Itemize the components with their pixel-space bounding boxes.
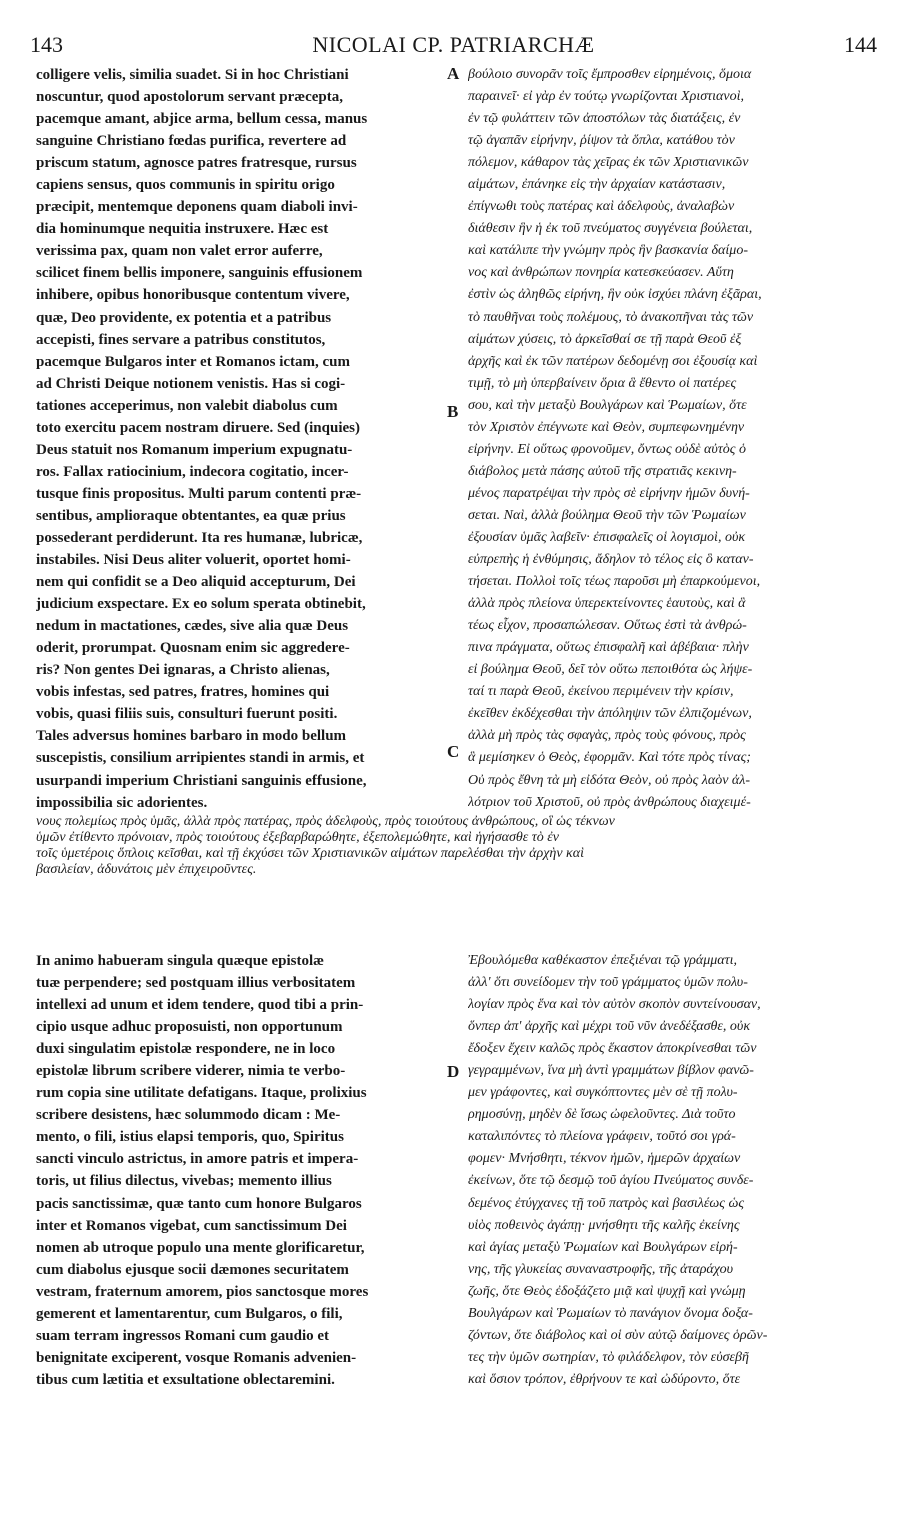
bottom-greek-column [468, 950, 880, 1391]
page-number-left: 143 [30, 32, 63, 57]
greek-text-line: ἐπίγνωθι τοὺς πατέρας καὶ ἀδελφοὺς, ἀναλαβὼν [468, 199, 735, 215]
latin-text-line: cum diabolus ejusque socii dæmones securitatem [36, 1261, 349, 1278]
greek-text-line: ἐξουσίαν ὑμᾶς λαβεῖν· ἐπισφαλεῖς οἱ λογισμοὶ, οὐκ [468, 529, 746, 545]
top-greek-column [468, 64, 880, 814]
running-title: NICOLAI CP. PATRIARCHÆ [312, 32, 595, 57]
greek-text-line: ἔδοξεν ἔχειν καλῶς πρὸς ἕκαστον ἀποκρίνεσθαι τῶν [468, 1041, 757, 1057]
latin-text-line: epistolæ librum scribere viderer, nimia te verbo- [36, 1063, 346, 1080]
greek-text-line: φομεν· Μνήσθητι, τέκνον ἡμῶν, ἡμερῶν ἀρχαίων [468, 1151, 741, 1167]
latin-text-line: quæ, Deo providente, ex potentia et a patribus [36, 309, 332, 326]
latin-text-line: sentibus, amplioraque obtentantes, ea quæ prius [36, 507, 346, 524]
latin-text-line: judicium exspectare. Ex eo solum sperata obtinebit, [36, 596, 366, 613]
latin-text-line: ad Christi Deique notionem venistis. Has si cogi- [36, 375, 346, 392]
latin-text-line: inhibere, opibus honoribusque contentum vivere, [36, 287, 350, 304]
greek-text-line: ἀλλ' ὅτι συνείδομεν τὴν τοῦ γράμματος ὑμῶν πολυ- [468, 975, 748, 991]
latin-text-line: oderit, prorumpat. Quosnam enim sic aggredere- [36, 640, 350, 657]
latin-text-line: gemerent et lamentarentur, cum Bulgaros, o fili, [36, 1305, 343, 1322]
greek-text-line: τοῖς ὑμετέροις ὅπλοις κεῖσθαι, καὶ τῇ ἐκχύσει τῶν Χριστιανικῶν αἱμάτων παρελέσθαι τὴν ἀρχὴν καὶ [36, 846, 584, 861]
greek-text-line: ἀρχῆς καὶ ἐκ τῶν πατέρων δεδομένῃ σοι ἐξουσίᾳ καὶ [468, 353, 758, 369]
latin-text-line: tuæ perpendere; sed postquam illius verbositatem [36, 975, 356, 992]
latin-text-line: tibus cum lætitia et exsultatione oblectaremini. [36, 1371, 335, 1388]
greek-text-line: εἰ βούλημα Θεοῦ, δεῖ τὸν οὕτω πεποιθότα ὡς λήψε- [468, 662, 753, 678]
latin-text-line: tusque finis propositus. Multi parum contenti præ- [36, 485, 362, 502]
greek-text-line: καταλιπόντες τὸ πλείονα γράφειν, τοῦτό σοι γρά- [468, 1129, 736, 1145]
greek-text-line: ταί τι παρὰ Θεοῦ, ἐκείνου περιμένειν τὴν κρίσιν, [468, 684, 734, 700]
greek-text-line: τες τὴν ὑμῶν σωτηρίαν, τὸ φιλάδελφον, τὸν εὐσεβῆ [468, 1349, 749, 1365]
latin-text-line: intellexi ad unum et idem tendere, quod tibi a prin- [36, 997, 364, 1014]
latin-text-line: scilicet finem bellis imponere, sanguinis effusionem [36, 265, 363, 282]
greek-text-line: ζωῆς, ὅτε Θεὸς ἐδοξάζετο μιᾷ καὶ ψυχῇ καὶ γνώμῃ [468, 1283, 746, 1299]
latin-text-line: nem qui confidit se a Deo aliquid accepturum, Dei [36, 574, 356, 591]
greek-text-line: βούλοιο συνορᾶν τοῖς ἔμπροσθεν εἰρημένοις, ὅμοια [468, 67, 752, 82]
latin-text-line: nomen ab utroque populo una mente glorificaretur, [36, 1239, 365, 1256]
latin-text-line: Tales adversus homines barbaro in modo bellum [36, 728, 347, 745]
greek-text-line: καὶ ὅσιον τρόπον, ἐθρήνουν τε καὶ ὠδύροντο, ὅτε [468, 1371, 741, 1387]
greek-text-line: μεν γράφοντες, καὶ συγκόπτοντες μὲν σὲ τῇ πολυ- [468, 1085, 738, 1101]
latin-text-line: pacis sanctissimæ, quæ tanto cum honore Bulgaros [36, 1195, 362, 1212]
latin-text-line: vobis infestas, sed patres, fratres, homines qui [36, 684, 330, 701]
latin-text-line: pacemque amant, abjice arma, bellum cessa, manus [36, 111, 368, 128]
latin-text-line: tationes acceperimus, non valebit diabolus cum [36, 397, 338, 414]
latin-text-line: colligere velis, similia suadet. Si in hoc Christiani [36, 67, 349, 83]
running-header [30, 30, 877, 60]
margin-marker-a: A [447, 64, 460, 83]
greek-text-line: τῷ ἀγαπᾶν εἰρήνην, ῥίψον τὰ ὅπλα, κατάθου τὸν [468, 133, 735, 149]
latin-text-line: priscum statum, agnosce patres fratresque, rursus [36, 155, 357, 172]
greek-text-line: εἰρήνην. Εἰ οὕτως φρονοῦμεν, ὄντως οὐδὲ αὐτὸς ὁ [468, 441, 746, 457]
greek-text-line: δεμένος ἐτύγχανες τῇ τοῦ πατρὸς καὶ βασιλέως ὡς [468, 1195, 745, 1211]
greek-text-line: τὸ παυθῆναι τοὺς πολέμους, τὸ ἀνακοπῆναι τὰς τῶν [468, 309, 754, 325]
greek-text-line: βασιλείαν, ἀδυνάτοις μὲν ἐπιχειροῦντες. [36, 862, 257, 877]
latin-text-line: noscuntur, quod apostolorum servant præcepta, [36, 89, 343, 106]
greek-text-line: εὐπρεπὴς ἡ ἐνθύμησις, ἄδηλον τὸ τέλος εἰς ὃ καταν- [468, 552, 754, 568]
top-latin-column [36, 64, 442, 814]
latin-text-line: usurpandi imperium Christiani sanguinis effusione, [36, 772, 367, 789]
latin-text-line: suscepistis, consilium arripientes standi in armis, et [36, 750, 365, 767]
greek-text-line: τὸν Χριστὸν ἐπέγνωτε καὶ Θεὸν, συμπεφωνημένην [468, 419, 745, 435]
latin-text-line: inter et Romanos vigebat, cum sanctissimum Dei [36, 1217, 347, 1234]
margin-marker-c: C [447, 742, 460, 761]
greek-text-line: τέως εἶχον, προσαπώλεσαν. Οὕτως ἐστὶ τὰ ἀνθρώ- [468, 618, 747, 634]
greek-text-line: ἐκεῖθεν ἐκδέχεσθαι τὴν ἀπόληψιν τῶν ἐλπιζομένων, [468, 706, 752, 722]
page-number-right: 144 [844, 32, 877, 57]
latin-text-line: toto exercitu pacem nostram diruere. Sed (inquies) [36, 419, 360, 436]
latin-text-line: benignitate exciperent, vosque Romanis advenien- [36, 1349, 357, 1366]
greek-text-line: νος καὶ ἀνθρώπων πονηρία κατεσκεύασεν. Αὕτη [468, 265, 734, 281]
latin-text-line: possederant perdiderunt. Ita res humanæ, lubricæ, [36, 529, 363, 546]
latin-text-line: ros. Fallax ratiocinium, indecora cogitatio, incer- [36, 463, 349, 480]
greek-text-line: καὶ ἁγίας μεταξὺ Ῥωμαίων καὶ Βουλγάρων εἰρή- [468, 1239, 738, 1255]
latin-text-line: instabiles. Nisi Deus aliter voluerit, oportet homi- [36, 552, 351, 569]
latin-text-line: impossibilia sic adorientes. [36, 794, 208, 811]
latin-text-line: præcipit, mentemque deponens quam diaboli invi- [36, 199, 358, 216]
latin-text-line: sanguine Christiano fœdas purifica, revertere ad [36, 133, 347, 150]
greek-text-line: διάθεσιν ἣν ἡ ἐκ τοῦ πνεύματος συγγένεια βούλεται, [468, 221, 753, 237]
latin-text-line: vestram, fraternum amorem, pios sanctosque mores [36, 1283, 369, 1300]
greek-text-line: καὶ κατάλιπε τὴν γνώμην πρὸς ἣν βασκανία δαίμο- [468, 243, 748, 259]
margin-marker-b: B [447, 402, 459, 421]
greek-text-line: τήσεται. Πολλοὶ τοῖς τέως παροῦσι μὴ ἐπαρκούμενοι, [468, 574, 761, 590]
greek-text-line: αἱμάτων χύσεις, τὸ ἀρκεῖσθαί σε τῇ παρὰ Θεοῦ ἐξ [468, 331, 742, 347]
greek-text-line: υἱὸς ποθεινὸς ἀγάπῃ· μνήσθητι τῆς καλῆς ἐκείνης [468, 1217, 740, 1233]
greek-text-line: νης, τῆς γλυκείας συναναστροφῆς, τῆς ἀταράχου [468, 1261, 734, 1277]
latin-text-line: accepisti, fines servare a patribus constitutos, [36, 331, 326, 348]
latin-text-line: duxi singulatim epistolæ respondere, ne in loco [36, 1041, 336, 1058]
greek-text-line: σεται. Ναὶ, ἀλλὰ βούλημα Θεοῦ τὴν τῶν Ῥωμαίων [468, 507, 746, 523]
greek-text-line: παραινεῖ· εἰ γὰρ ἐν τούτῳ γνωρίζονται Χριστιανοὶ, [468, 89, 744, 105]
latin-text-line: ris? Non gentes Dei ignaras, a Christo alienas, [36, 662, 330, 679]
greek-text-line: ἐν τῷ φυλάττειν τῶν ἀποστόλων τὰς διατάξεις, ἐν [468, 111, 741, 127]
greek-text-line: Βουλγάρων καὶ Ῥωμαίων τὸ πανάγιον ὄνομα δοξα- [468, 1305, 753, 1321]
greek-text-line: ἐκείνων, ὅτε τῷ δεσμῷ τοῦ ἁγίου Πνεύματος συνδε- [468, 1173, 754, 1189]
latin-text-line: dia hominumque nequitia instruxere. Hæc est [36, 221, 329, 238]
latin-text-line: rum copia sine utilitate defatigans. Itaque, prolixius [36, 1085, 367, 1102]
greek-text-line: διάβολος μετὰ πάσης αὐτοῦ τῆς στρατιᾶς κεκινη- [468, 463, 737, 479]
greek-text-line: πόλεμον, κάθαρον τὰς χεῖρας ἐκ τῶν Χριστιανικῶν [468, 155, 749, 171]
latin-text-line: cipio usque adhuc proposuisti, non opportunum [36, 1019, 343, 1036]
latin-text-line: scribere desistens, hæc solummodo dicam : Me- [36, 1107, 341, 1124]
greek-text-line: πινα πράγματα, οὕτως ἐπισφαλῆ καὶ ἀβέβαια· πλὴν [468, 640, 749, 656]
latin-text-line: verissima pax, quam non valet error auferre, [36, 243, 323, 260]
greek-text-line: ὅνπερ ἀπ' ἀρχῆς καὶ μέχρι τοῦ νῦν ἀνεδέξασθε, οὐκ [468, 1019, 751, 1035]
greek-text-line: λογίαν πρὸς ἕνα καὶ τὸν αὐτὸν σκοπὸν συντείνουσαν, [468, 997, 761, 1013]
full-width-greek-block [36, 814, 880, 878]
greek-text-line: ἐστὶν ὡς ἀληθῶς εἰρήνη, ἣν οὐκ ἰσχύει πλάνη ἐξᾶραι, [468, 287, 762, 303]
greek-text-line: αἱμάτων, ἐπάνηκε εἰς τὴν ἀρχαίαν κατάστασιν, [468, 177, 726, 193]
margin-marker-d: D [447, 1062, 460, 1081]
latin-text-line: mento, o fili, istius elapsi temporis, quo, Spiritus [36, 1129, 344, 1146]
greek-text-line: ἀλλὰ πρὸς πλείονα ὑπερεκτείνοντες ἑαυτοὺς, καὶ ἃ [468, 596, 746, 612]
greek-text-line: Ἐβουλόμεθα καθέκαστον ἐπεξιέναι τῷ γράμματι, [468, 953, 737, 968]
latin-text-line: vobis, quasi filiis suis, consulturi fuerunt positi. [36, 706, 338, 723]
greek-text-line: σου, καὶ τὴν μεταξὺ Βουλγάρων καὶ Ῥωμαίων, ὅτε [468, 397, 747, 413]
latin-text-line: toris, ut filius dilectus, vivebas; memento illius [36, 1173, 332, 1190]
greek-text-line: ρημοσύνῃ, μηδὲν δὲ ἴσως ὠφελοῦντες. Διὰ τοῦτο [468, 1107, 736, 1123]
latin-text-line: pacemque Bulgaros inter et Romanos ictam, cum [36, 353, 351, 370]
greek-text-line: ἃ μεμίσηκεν ὁ Θεὸς, ἐφορμᾶν. Καὶ τότε πρὸς τίνας; [468, 750, 751, 766]
greek-text-line: Οὐ πρὸς ἔθνη τὰ μὴ εἰδότα Θεὸν, οὐ πρὸς λαὸν ἀλ- [468, 772, 750, 788]
greek-text-line: μένος παρατρέψαι τὴν πρὸς σὲ εἰρήνην ἡμῶν δυνή- [468, 485, 750, 501]
greek-text-line: νους πολεμίως πρὸς ὑμᾶς, ἀλλὰ πρὸς πατέρας, πρὸς ἀδελφοὺς, πρὸς τοιούτους ἀνθρώπους, οἳ ὡς τέκνων [36, 814, 615, 829]
bottom-latin-column [36, 950, 442, 1391]
greek-text-line: ὑμῶν ἐτίθεντο πρόνοιαν, πρὸς τοιούτους ἐξεβαρβαρώθητε, ἐξεπολεμώθητε, καὶ ἡγήσασθε τὸ ἐν [36, 830, 559, 845]
latin-text-line: capiens sensus, quos communis in spiritu origo [36, 177, 335, 194]
greek-text-line: ἀλλὰ μὴ πρὸς τὰς σφαγὰς, πρὸς τοὺς φόνους, πρὸς [468, 728, 746, 744]
latin-text-line: suam terram ingressos Romani cum gaudio et [36, 1327, 330, 1344]
greek-text-line: ζόντων, ὅτε διάβολος καὶ οἱ σὺν αὐτῷ δαίμονες ὁρῶν- [468, 1327, 768, 1343]
greek-text-line: λότριον τοῦ Χριστοῦ, οὐ πρὸς ἀνθρώπους διαχειμέ- [468, 794, 751, 810]
latin-text-line: Deus statuit nos Romanum imperium expugnatu- [36, 441, 353, 458]
latin-text-line: nedum in mactationes, cædes, sive alia quæ Deus [36, 618, 349, 635]
latin-text-line: sancti vinculo astrictus, in amore patris et impera- [36, 1151, 359, 1168]
latin-text-line: In animo habueram singula quæque epistolæ [36, 953, 324, 969]
greek-text-line: τιμῇ, τὸ μὴ ὑπερβαίνειν ὅρια ἃ ἔθεντο οἱ πατέρες [468, 375, 737, 391]
greek-text-line: γεγραμμένων, ἵνα μὴ ἀντὶ γραμμάτων βίβλον φανῶ- [468, 1063, 754, 1079]
